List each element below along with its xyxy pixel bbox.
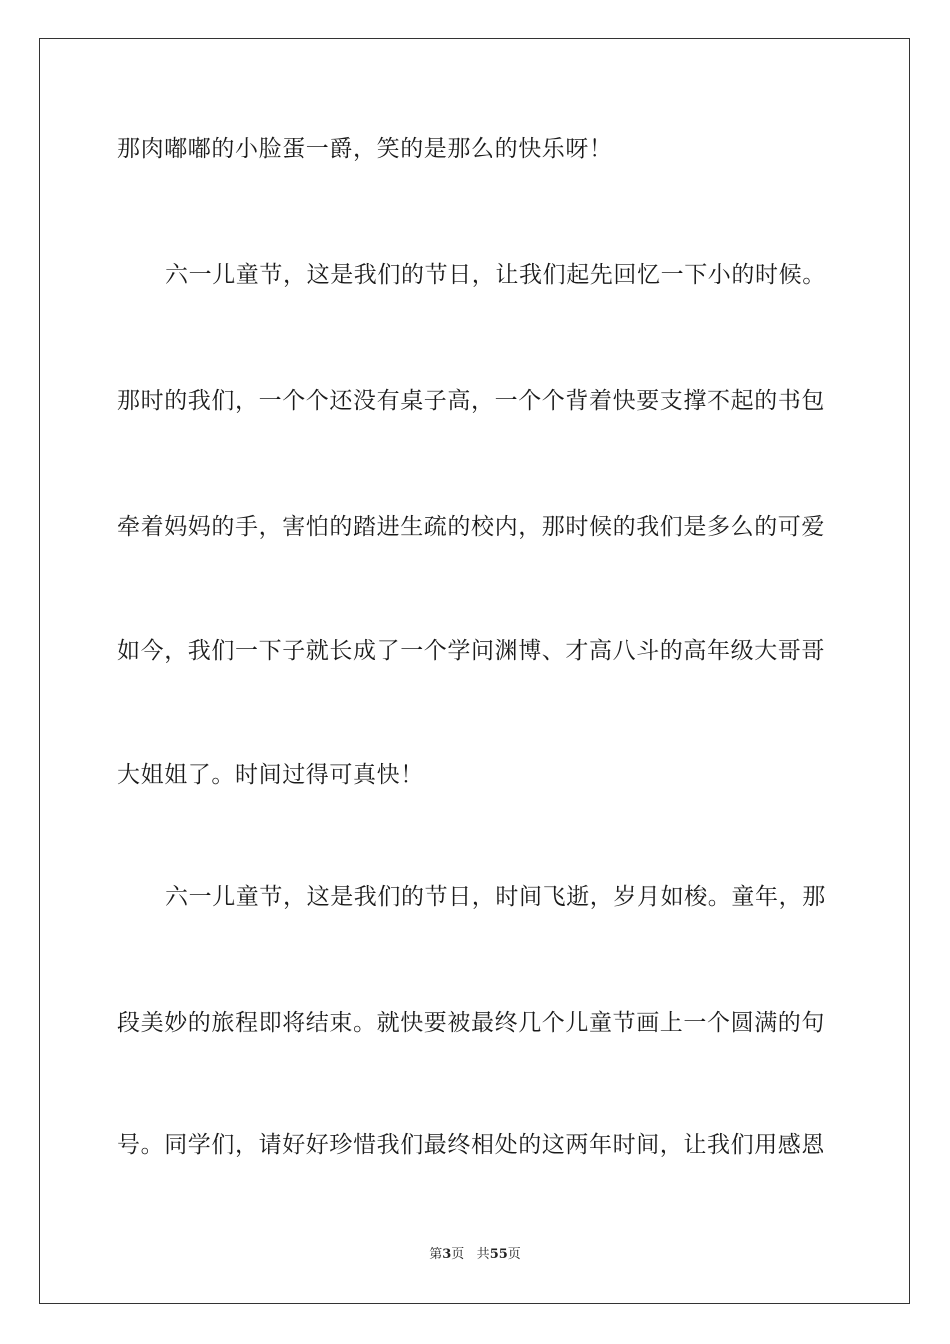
text-line-4: 牵着妈妈的手，害怕的踏进生疏的校内，那时候的我们是多么的可爱 <box>117 514 825 540</box>
text-line-7: 六一儿童节，这是我们的节日，时间飞逝，岁月如梭。童年，那 <box>165 884 826 910</box>
total-page-count: 55 <box>489 1247 508 1262</box>
page-prefix: 第 <box>429 1247 443 1262</box>
page-number-footer <box>0 1246 950 1264</box>
text-line-1: 那肉嘟嘟的小脸蛋一爵，笑的是那么的快乐呀！ <box>117 136 613 162</box>
total-prefix: 共 <box>476 1247 490 1262</box>
text-line-5: 如今，我们一下子就长成了一个学问渊博、才高八斗的高年级大哥哥 <box>117 638 825 664</box>
text-line-6: 大姐姐了。时间过得可真快！ <box>117 762 424 788</box>
page-border <box>39 38 910 1304</box>
text-line-3: 那时的我们，一个个还没有桌子高，一个个背着快要支撑不起的书包 <box>117 388 825 414</box>
current-page-number: 3 <box>442 1247 452 1262</box>
total-suffix: 页 <box>507 1247 521 1262</box>
page-suffix: 页 <box>451 1247 465 1262</box>
text-line-9: 号。同学们，请好好珍惜我们最终相处的这两年时间，让我们用感恩 <box>117 1132 825 1158</box>
text-line-2: 六一儿童节，这是我们的节日，让我们起先回忆一下小的时候。 <box>165 262 826 288</box>
text-line-8: 段美妙的旅程即将结束。就快要被最终几个儿童节画上一个圆满的句 <box>117 1010 825 1036</box>
